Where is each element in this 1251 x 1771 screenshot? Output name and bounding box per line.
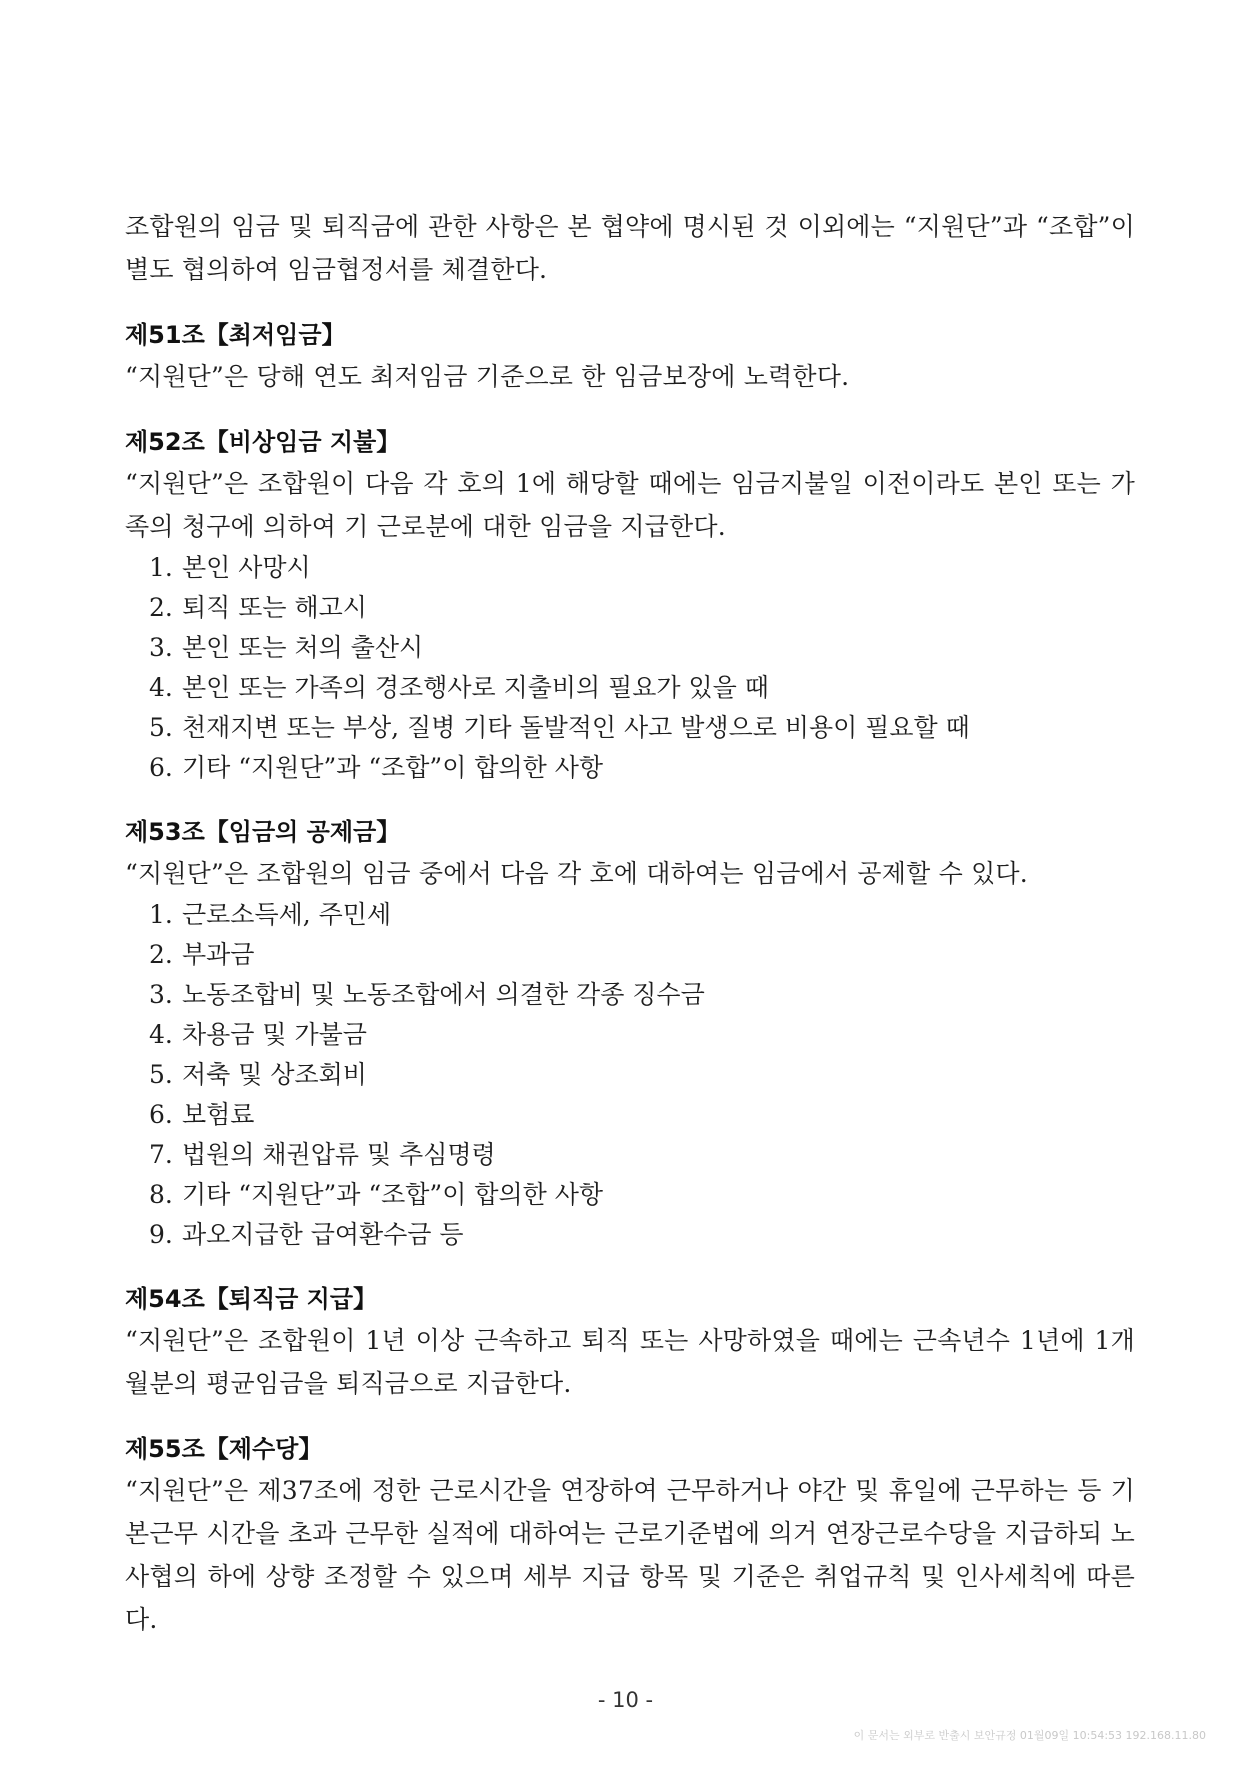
article-item-list <box>125 895 1135 1255</box>
list-item <box>149 748 1135 788</box>
article-heading: 제55조【제수당】 <box>125 1435 323 1463</box>
print-watermark: 이 문서는 외부로 반출시 보안규정 01월09일 10:54:53 192.168.11.80 <box>853 1729 1206 1742</box>
list-item <box>149 668 1135 708</box>
article-body: “지원단”은 당해 연도 최저임금 기준으로 한 임금보장에 노력한다. <box>125 362 850 391</box>
intro-paragraph: 조합원의 임금 및 퇴직금에 관한 사항은 본 협약에 명시된 것 이외에는 “지원단”과 “조합”이 별도 협의하여 임금협정서를 체결한다. <box>125 212 1135 284</box>
article-heading: 제53조【임금의 공제금】 <box>125 818 401 846</box>
list-item <box>149 1015 1135 1055</box>
item-text: 과오지급한 급여환수금 등 <box>182 1220 464 1249</box>
item-number: 1. <box>149 900 173 929</box>
item-number: 5. <box>149 713 173 742</box>
list-item <box>149 1215 1135 1255</box>
article-body: “지원단”은 제37조에 정한 근로시간을 연장하여 근무하거나 야간 및 휴일에 근무하는 등 기본근무 시간을 초과 근무한 실적에 대하여는 근로기준법에 의거 연장근로수당을 지급하되 노사협의 하에 상향 조정할 수 있으며 세부 지급 항목 및 기준은 취업규칙 및 인사세칙에 따른다. <box>125 1476 1135 1634</box>
list-item <box>149 1135 1135 1175</box>
item-number: 1. <box>149 553 173 582</box>
item-text: 법원의 채권압류 및 추심명령 <box>182 1140 496 1169</box>
item-text: 천재지변 또는 부상, 질병 기타 돌발적인 사고 발생으로 비용이 필요할 때 <box>182 713 970 742</box>
item-number: 5. <box>149 1060 173 1089</box>
list-item <box>149 588 1135 628</box>
list-item <box>149 895 1135 935</box>
article-heading: 제52조【비상임금 지불】 <box>125 428 401 456</box>
list-item <box>149 1055 1135 1095</box>
item-number: 4. <box>149 673 173 702</box>
item-text: 본인 또는 처의 출산시 <box>182 633 424 662</box>
list-item <box>149 1175 1135 1215</box>
item-number: 3. <box>149 633 173 662</box>
item-number: 8. <box>149 1180 173 1209</box>
article-54 <box>125 1279 1135 1405</box>
article-55 <box>125 1429 1135 1641</box>
item-number: 9. <box>149 1220 173 1249</box>
article-heading: 제54조【퇴직금 지급】 <box>125 1285 378 1313</box>
item-text: 본인 또는 가족의 경조행사로 지출비의 필요가 있을 때 <box>182 673 769 702</box>
item-text: 노동조합비 및 노동조합에서 의결한 각종 징수금 <box>182 980 705 1009</box>
list-item <box>149 1095 1135 1135</box>
article-item-list <box>125 548 1135 788</box>
item-text: 보험료 <box>182 1100 255 1129</box>
article-51 <box>125 315 1135 398</box>
item-number: 2. <box>149 593 173 622</box>
item-text: 퇴직 또는 해고시 <box>182 593 367 622</box>
item-text: 기타 “지원단”과 “조합”이 합의한 사항 <box>182 753 604 782</box>
item-number: 7. <box>149 1140 173 1169</box>
item-number: 6. <box>149 753 173 782</box>
item-number: 2. <box>149 940 173 969</box>
item-text: 본인 사망시 <box>182 553 311 582</box>
article-body: “지원단”은 조합원이 1년 이상 근속하고 퇴직 또는 사망하였을 때에는 근속년수 1년에 1개월분의 평균임금을 퇴직금으로 지급한다. <box>125 1326 1135 1398</box>
item-text: 근로소득세, 주민세 <box>182 900 392 929</box>
article-heading: 제51조【최저임금】 <box>125 321 346 349</box>
page-number: - 10 - <box>597 1688 654 1712</box>
list-item <box>149 628 1135 668</box>
item-text: 차용금 및 가불금 <box>182 1020 367 1049</box>
article-body: “지원단”은 조합원이 다음 각 호의 1에 해당할 때에는 임금지불일 이전이라도 본인 또는 가족의 청구에 의하여 기 근로분에 대한 임금을 지급한다. <box>125 469 1135 541</box>
list-item <box>149 975 1135 1015</box>
item-number: 6. <box>149 1100 173 1129</box>
article-52 <box>125 422 1135 788</box>
document-body <box>125 205 1135 1641</box>
item-text: 부과금 <box>182 940 255 969</box>
item-text: 저축 및 상조회비 <box>182 1060 367 1089</box>
list-item <box>149 708 1135 748</box>
item-number: 4. <box>149 1020 173 1049</box>
article-body: “지원단”은 조합원의 임금 중에서 다음 각 호에 대하여는 임금에서 공제할 수 있다. <box>125 859 1028 888</box>
item-text: 기타 “지원단”과 “조합”이 합의한 사항 <box>182 1180 604 1209</box>
article-53 <box>125 812 1135 1255</box>
item-number: 3. <box>149 980 173 1009</box>
list-item <box>149 548 1135 588</box>
list-item <box>149 935 1135 975</box>
